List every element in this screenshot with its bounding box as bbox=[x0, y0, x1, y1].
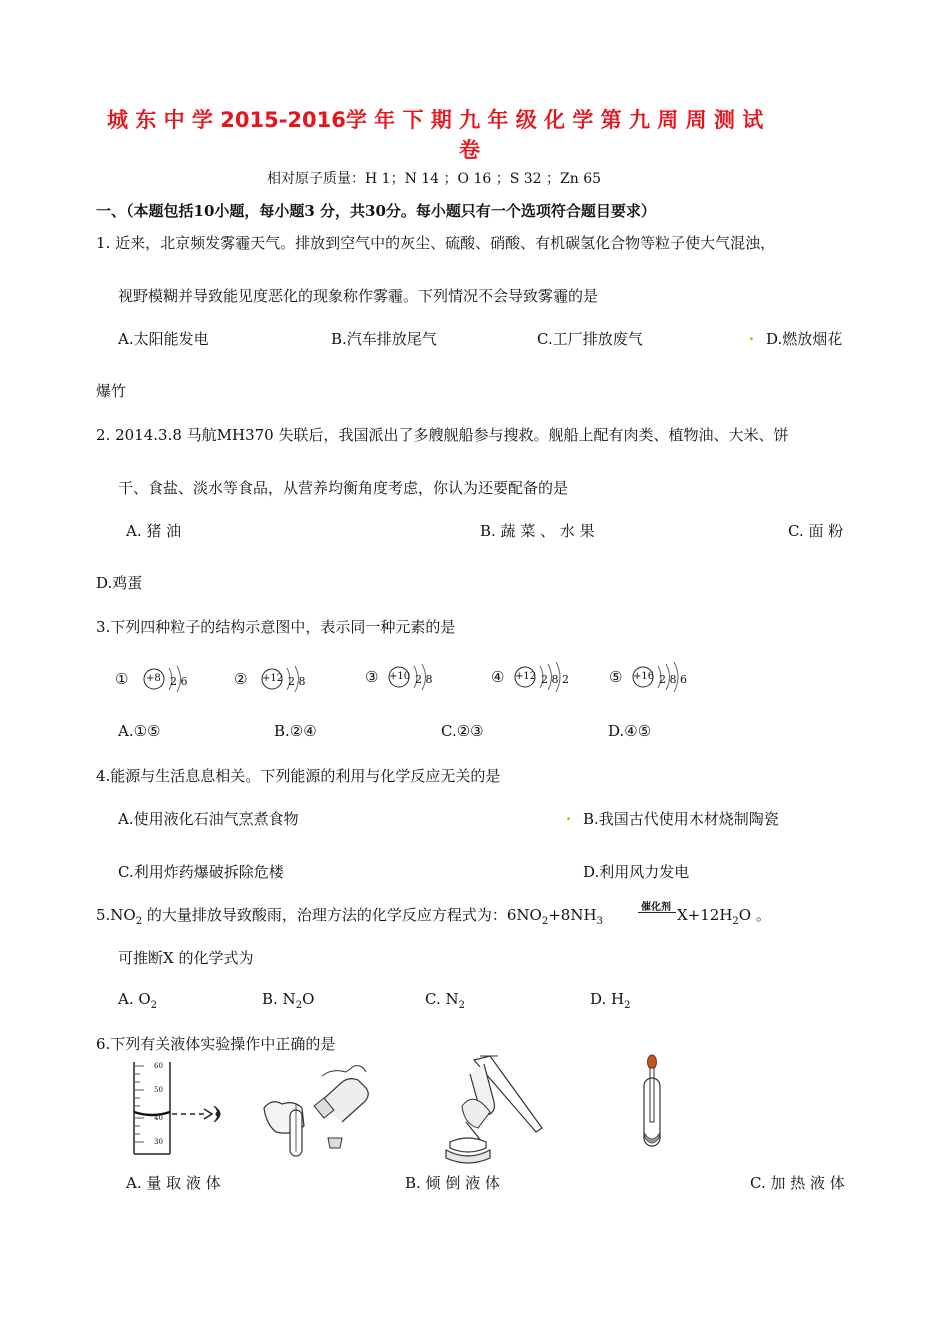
cylinder-tick-60: 60 bbox=[154, 1062, 163, 1070]
dropper-drawing bbox=[638, 1054, 668, 1150]
q5-option-a bbox=[118, 990, 157, 1011]
q3-option-b: B.②④ bbox=[274, 722, 317, 740]
q5-option-b-pre: B. N bbox=[262, 990, 296, 1008]
particle-3-label: ③ bbox=[365, 668, 379, 686]
q5-option-b-post: O bbox=[302, 990, 315, 1008]
q4-dot-mark: . bbox=[566, 808, 571, 824]
q6-stem: 6.下列有关液体实验操作中正确的是 bbox=[96, 1035, 336, 1053]
q5-catalyst-label: 催化剂 bbox=[641, 902, 671, 913]
particle-4-shells: 2 8 2 bbox=[541, 673, 569, 686]
particle-2-shells: 2 8 bbox=[288, 675, 306, 688]
q5-eq-mid: +8NH bbox=[548, 906, 597, 924]
q1-line2: 视野模糊并导致能见度恶化的现象称作雾霾。下列情况不会导致雾霾的是 bbox=[118, 287, 599, 305]
q5-stem-mid: 的大量排放导致酸雨，治理方法的化学反应方程式为：6NO bbox=[142, 906, 542, 924]
q3-option-c: C.②③ bbox=[441, 722, 484, 740]
particle-2-label: ② bbox=[234, 670, 248, 688]
exam-title-line2: 卷 bbox=[459, 138, 480, 162]
particle-diagram-4 bbox=[491, 664, 591, 694]
particle-diagram-5 bbox=[609, 664, 709, 694]
q5-sub-2a: 2 bbox=[135, 916, 143, 927]
cylinder-tick-30: 30 bbox=[154, 1138, 163, 1146]
q5-option-b-sub: 2 bbox=[295, 1000, 303, 1011]
q5-arrow-line bbox=[638, 912, 676, 913]
particle-3-nucleus: +10 bbox=[389, 671, 411, 682]
q3-option-d: D.④⑤ bbox=[608, 722, 652, 740]
figure-measuring-cylinder bbox=[130, 1062, 240, 1162]
q2-option-a: A. 猪 油 bbox=[126, 522, 182, 540]
q5-eq-end-text: X+12H bbox=[677, 906, 733, 924]
q6-option-b: B. 倾 倒 液 体 bbox=[405, 1174, 500, 1192]
particle-1-shells: 2 6 bbox=[170, 675, 188, 688]
q5-sub-2b: 2 bbox=[541, 916, 549, 927]
particle-4-nucleus: +12 bbox=[515, 671, 537, 682]
q5-eq-end bbox=[677, 904, 771, 927]
q3-stem: 3.下列四种粒子的结构示意图中，表示同一种元素的是 bbox=[96, 618, 456, 636]
particle-4-label: ④ bbox=[491, 668, 505, 686]
figure-dropper bbox=[638, 1054, 668, 1150]
q5-option-c bbox=[425, 990, 465, 1011]
q5-option-c-text: C. N bbox=[425, 990, 459, 1008]
q2-line2: 干、食盐、淡水等食品，从营养均衡角度考虑，你认为还要配备的是 bbox=[118, 479, 569, 497]
particle-5-shells: 2 8 6 bbox=[659, 673, 687, 686]
q4-option-d: D.利用风力发电 bbox=[583, 863, 690, 881]
particle-5-label: ⑤ bbox=[609, 668, 623, 686]
q1-option-d-cont: 爆竹 bbox=[96, 382, 127, 400]
q5-option-a-text: A. O bbox=[118, 990, 151, 1008]
q5-stem-start: 5.NO bbox=[96, 906, 136, 924]
q1-option-b: B.汽车排放尾气 bbox=[331, 330, 437, 348]
pouring-drawing bbox=[262, 1064, 372, 1164]
q5-option-d bbox=[590, 990, 630, 1011]
q1-option-c: C.工厂排放废气 bbox=[537, 330, 643, 348]
section-heading: 一、（本题包括10小题，每小题3 分，共30分。每小题只有一个选项符合题目要求） bbox=[96, 202, 656, 220]
q5-sub-2c: 2 bbox=[732, 916, 739, 927]
q5-option-c-sub: 2 bbox=[458, 1000, 465, 1011]
particle-1-label: ① bbox=[115, 670, 129, 688]
particle-2-nucleus: +12 bbox=[262, 673, 284, 684]
figure-pouring-liquid bbox=[262, 1064, 372, 1164]
cylinder-tick-40: 40 bbox=[154, 1114, 163, 1122]
q5-line2: 可推断X 的化学式为 bbox=[118, 949, 254, 967]
q5-stem bbox=[96, 904, 603, 927]
figure-heating-liquid bbox=[440, 1054, 550, 1166]
atomic-masses: 相对原子质量：H 1；N 14 ；O 16 ；S 32 ；Zn 65 bbox=[267, 171, 602, 187]
cylinder-drawing bbox=[130, 1062, 240, 1162]
q2-line1: 2. 2014.3.8 马航MH370 失联后，我国派出了多艘舰船参与搜救。舰船上配有肉类、植物油、大米、饼 bbox=[96, 426, 789, 444]
q2-option-c: C. 面 粉 bbox=[788, 522, 844, 540]
q6-option-c: C. 加 热 液 体 bbox=[750, 1174, 845, 1192]
q1-option-d: D.燃放烟花 bbox=[766, 330, 843, 348]
q5-option-a-sub: 2 bbox=[150, 1000, 158, 1011]
q5-option-d-sub: 2 bbox=[624, 1000, 631, 1011]
q5-eq-tail: O 。 bbox=[738, 906, 771, 924]
heating-drawing bbox=[440, 1054, 550, 1166]
particle-diagram-1 bbox=[115, 666, 195, 696]
q4-stem: 4.能源与生活息息相关。下列能源的利用与化学反应无关的是 bbox=[96, 767, 501, 785]
q2-option-b: B. 蔬 菜 、 水 果 bbox=[480, 522, 595, 540]
cylinder-tick-50: 50 bbox=[154, 1086, 163, 1094]
particle-diagram-2 bbox=[234, 666, 314, 696]
particle-1-nucleus: +8 bbox=[146, 673, 161, 684]
q4-option-a: A.使用液化石油气烹煮食物 bbox=[118, 810, 299, 828]
q1-option-a: A.太阳能发电 bbox=[118, 330, 209, 348]
particle-3-shells: 2 8 bbox=[415, 673, 433, 686]
q2-option-d: D.鸡蛋 bbox=[96, 574, 143, 592]
q4-option-b: B.我国古代使用木材烧制陶瓷 bbox=[583, 810, 779, 828]
q5-option-d-text: D. H bbox=[590, 990, 625, 1008]
particle-diagram-3 bbox=[365, 664, 445, 694]
q4-option-c: C.利用炸药爆破拆除危楼 bbox=[118, 863, 284, 881]
q1-line1: 1. 近来，北京频发雾霾天气。排放到空气中的灰尘、硫酸、硝酸、有机碳氢化合物等粒子使大气混浊， bbox=[96, 234, 776, 252]
particle-5-nucleus: +16 bbox=[633, 671, 655, 682]
q5-sub-3: 3 bbox=[596, 916, 603, 927]
exam-title-line1: 城 东 中 学 2015-2016学 年 下 期 九 年 级 化 学 第 九 周 周 测 试 bbox=[107, 108, 764, 132]
q5-option-b bbox=[262, 990, 314, 1011]
q6-option-a: A. 量 取 液 体 bbox=[126, 1174, 221, 1192]
q3-option-a: A.①⑤ bbox=[118, 722, 161, 740]
q1-dot-mark: . bbox=[749, 328, 754, 344]
